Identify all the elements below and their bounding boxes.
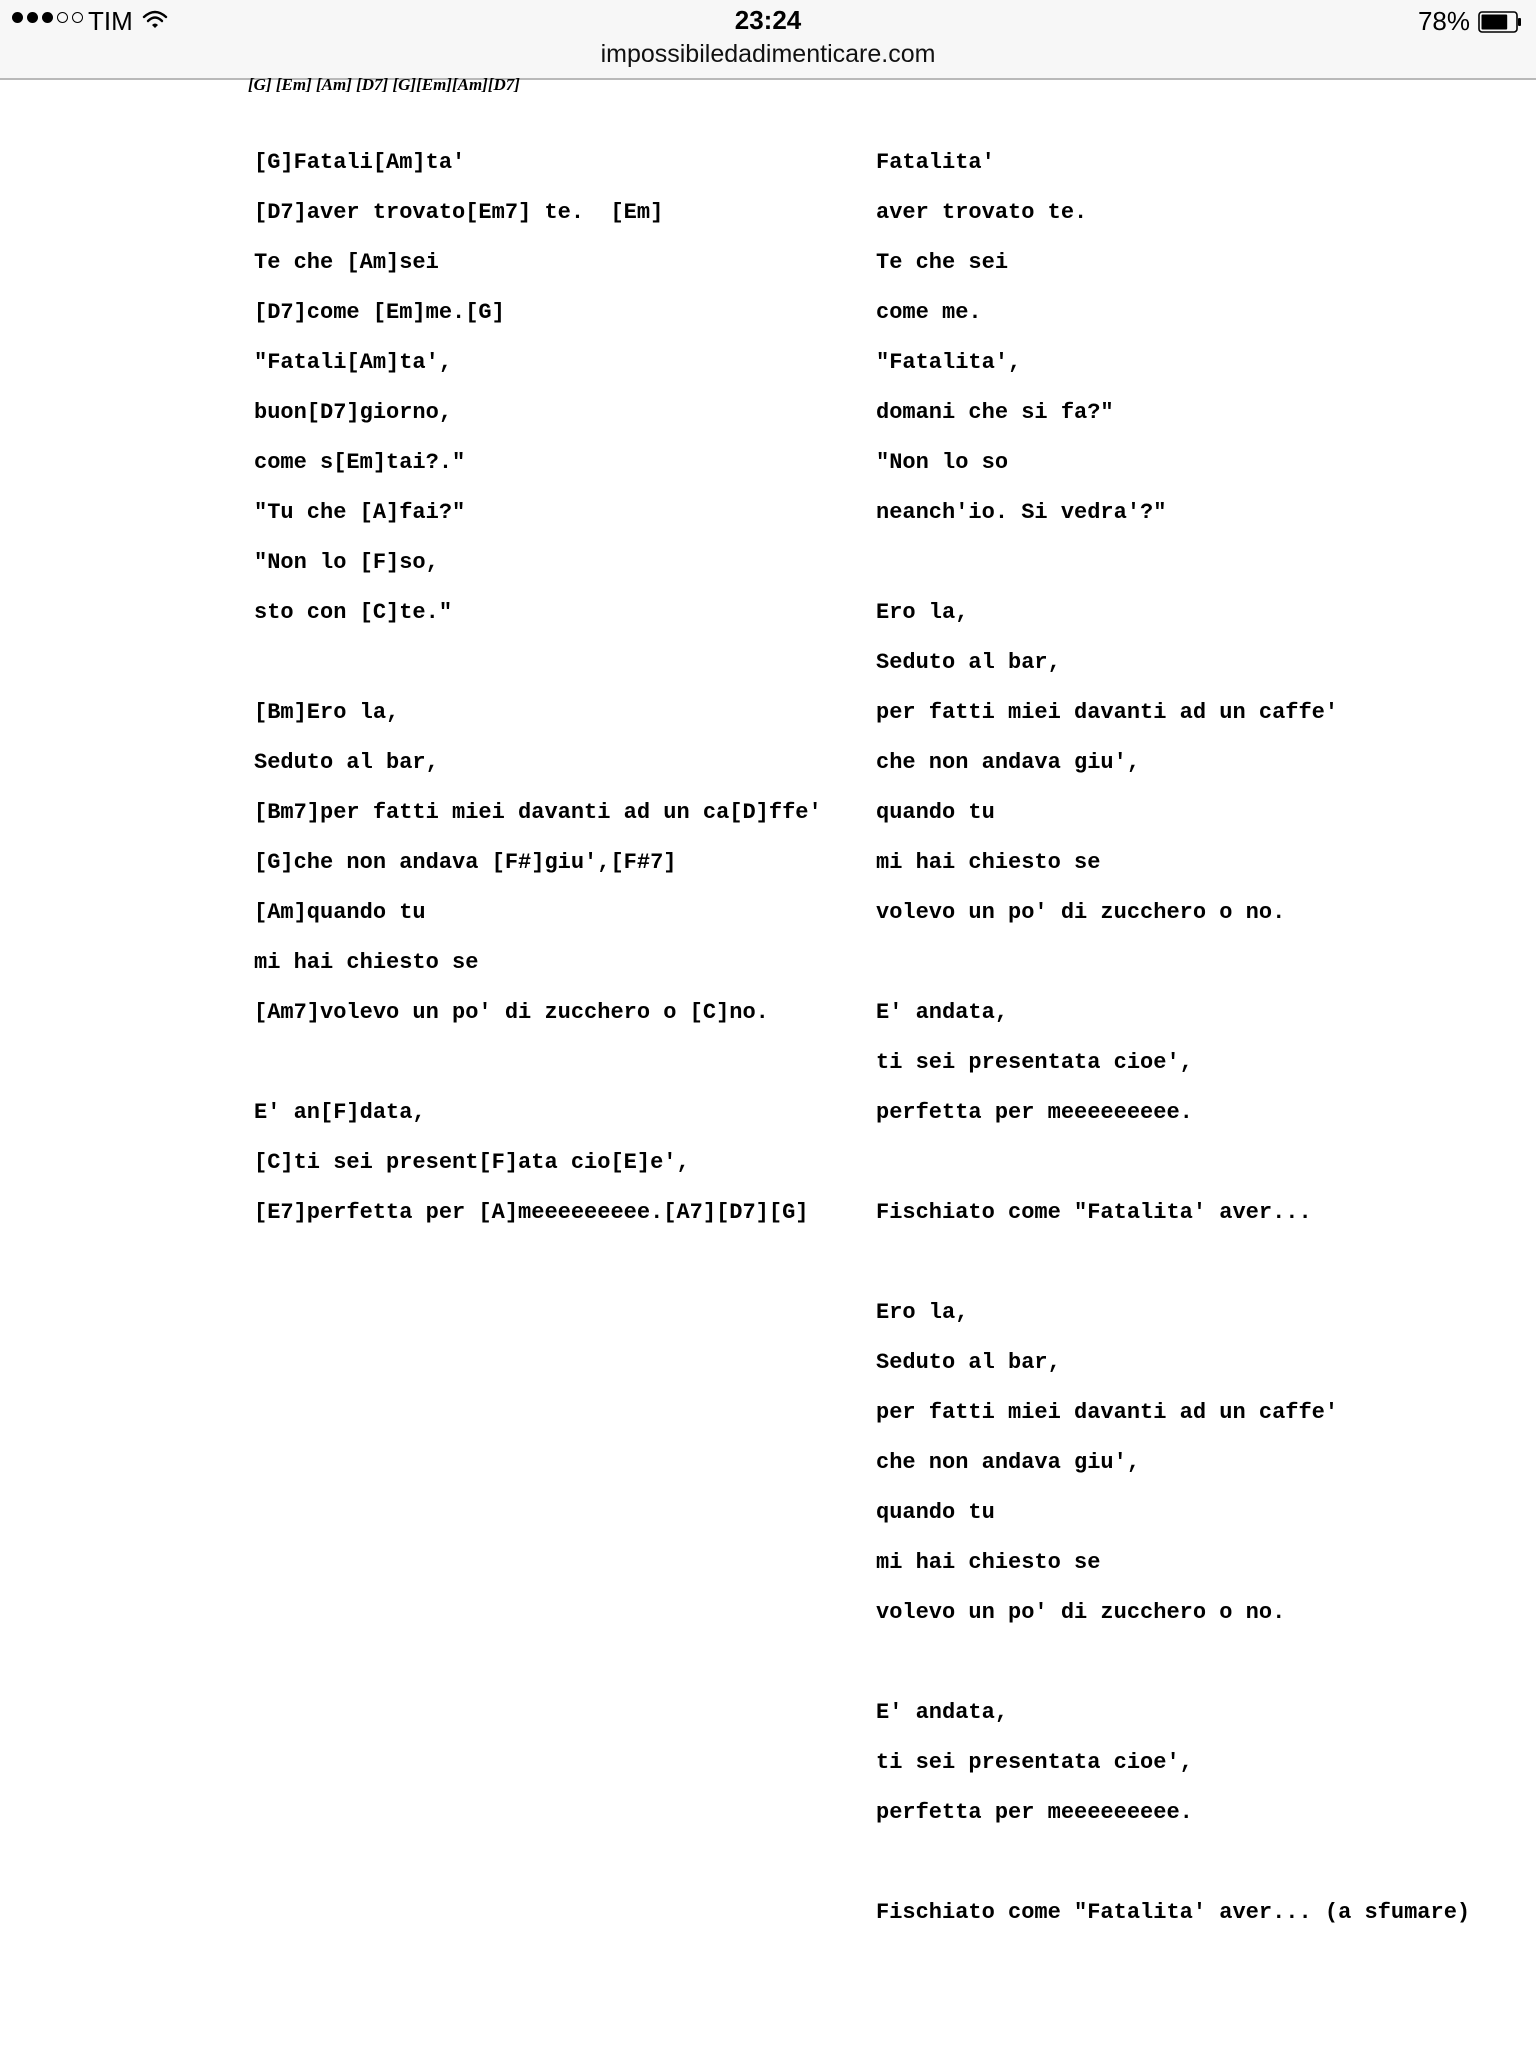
lyrics-column bbox=[876, 149, 1470, 1949]
chord-lyric-line: [D7]come [Em]me.[G] bbox=[254, 300, 505, 325]
lyric-line: perfetta per meeeeeeeee. bbox=[876, 1800, 1193, 1825]
lyric-line: mi hai chiesto se bbox=[876, 1550, 1101, 1575]
lyric-line: volevo un po' di zucchero o no. bbox=[876, 1600, 1286, 1625]
chord-lyric-line: "Non lo [F]so, bbox=[254, 550, 439, 575]
lyric-line: neanch'io. Si vedra'?" bbox=[876, 500, 1167, 525]
lyric-line: mi hai chiesto se bbox=[876, 850, 1101, 875]
lyric-line bbox=[876, 949, 1470, 999]
lyric-line bbox=[876, 549, 1470, 599]
chord-lyric-line: E' an[F]data, bbox=[254, 1100, 426, 1125]
signal-dot bbox=[27, 12, 38, 23]
chord-lyric-line: [Bm]Ero la, bbox=[254, 700, 400, 725]
chord-lyric-line: "Tu che [A]fai?" bbox=[254, 500, 466, 525]
chord-lyric-line: "Fatali[Am]ta', bbox=[254, 350, 453, 375]
lyric-line: Seduto al bar, bbox=[876, 1350, 1061, 1375]
lyric-line: perfetta per meeeeeeeee. bbox=[876, 1100, 1193, 1125]
signal-dot bbox=[72, 12, 83, 23]
lyric-line: ti sei presentata cioe', bbox=[876, 1050, 1193, 1075]
lyric-line bbox=[876, 1249, 1470, 1299]
lyric-line: "Fatalita', bbox=[876, 350, 1022, 375]
signal-dot bbox=[12, 12, 23, 23]
lyric-line: come me. bbox=[876, 300, 982, 325]
lyric-line: Seduto al bar, bbox=[876, 650, 1061, 675]
address-bar-url[interactable]: impossibiledadimenticare.com bbox=[600, 40, 936, 68]
lyric-line: Fatalita' bbox=[876, 150, 995, 175]
chord-lyric-line: [E7]perfetta per [A]meeeeeeeee.[A7][D7][G] bbox=[254, 1200, 809, 1225]
lyric-line: Fischiato come "Fatalita' aver... bbox=[876, 1200, 1312, 1225]
lyric-line bbox=[876, 1149, 1470, 1199]
chord-lyric-line: [Bm7]per fatti miei davanti ad un ca[D]ffe' bbox=[254, 800, 822, 825]
lyric-line: aver trovato te. bbox=[876, 200, 1088, 225]
cellular-signal-icon bbox=[12, 12, 83, 23]
lyric-line: quando tu bbox=[876, 1500, 995, 1525]
lyric-line: per fatti miei davanti ad un caffe' bbox=[876, 1400, 1339, 1425]
chord-lyric-line: buon[D7]giorno, bbox=[254, 400, 453, 425]
lyric-line: che non andava giu', bbox=[876, 1450, 1141, 1475]
lyric-line: ti sei presentata cioe', bbox=[876, 1750, 1193, 1775]
lyric-line: domani che si fa?" bbox=[876, 400, 1114, 425]
lyric-line: E' andata, bbox=[876, 1000, 1009, 1025]
chord-lyric-line: [C]ti sei present[F]ata cio[E]e', bbox=[254, 1150, 690, 1175]
chord-lyric-line: Te che [Am]sei bbox=[254, 250, 439, 275]
lyric-line: Te che sei bbox=[876, 250, 1009, 275]
lyric-line: Fischiato come "Fatalita' aver... (a sfumare) bbox=[876, 1900, 1471, 1925]
lyric-line bbox=[876, 1649, 1470, 1699]
lyric-line: quando tu bbox=[876, 800, 995, 825]
signal-dot bbox=[42, 12, 53, 23]
chord-lyric-line bbox=[254, 649, 822, 699]
chord-lyric-line: [G]che non andava [F#]giu',[F#7] bbox=[254, 850, 677, 875]
clock: 23:24 bbox=[734, 5, 802, 35]
lyric-line: E' andata, bbox=[876, 1700, 1009, 1725]
lyric-line: per fatti miei davanti ad un caffe' bbox=[876, 700, 1339, 725]
chord-lyric-line bbox=[254, 1049, 822, 1099]
chord-lyric-line: [G]Fatali[Am]ta' bbox=[254, 150, 466, 175]
chord-lyric-line: [Am]quando tu bbox=[254, 900, 426, 925]
chord-lyric-line: Seduto al bar, bbox=[254, 750, 439, 775]
status-bar bbox=[0, 0, 1536, 80]
chord-lyric-line: come s[Em]tai?." bbox=[254, 450, 466, 475]
signal-dot bbox=[57, 12, 68, 23]
chord-lyric-line: [D7]aver trovato[Em7] te. [Em] bbox=[254, 200, 664, 225]
chord-summary: [G] [Em] [Am] [D7] [G][Em][Am][D7] bbox=[248, 75, 520, 94]
battery-icon bbox=[1478, 11, 1522, 33]
chords-lyrics-column bbox=[254, 149, 822, 1249]
chord-lyric-line: [Am7]volevo un po' di zucchero o [C]no. bbox=[254, 1000, 769, 1025]
wifi-icon bbox=[142, 9, 168, 31]
chord-lyric-line: mi hai chiesto se bbox=[254, 950, 479, 975]
lyric-line: Ero la, bbox=[876, 600, 969, 625]
lyric-line: "Non lo so bbox=[876, 450, 1009, 475]
battery-percentage: 78% bbox=[1417, 6, 1470, 36]
carrier-name: TIM bbox=[88, 6, 133, 36]
chord-lyric-line: sto con [C]te." bbox=[254, 600, 453, 625]
lyric-line bbox=[876, 1849, 1470, 1899]
lyric-line: Ero la, bbox=[876, 1300, 969, 1325]
lyric-line: che non andava giu', bbox=[876, 750, 1141, 775]
lyric-line: volevo un po' di zucchero o no. bbox=[876, 900, 1286, 925]
